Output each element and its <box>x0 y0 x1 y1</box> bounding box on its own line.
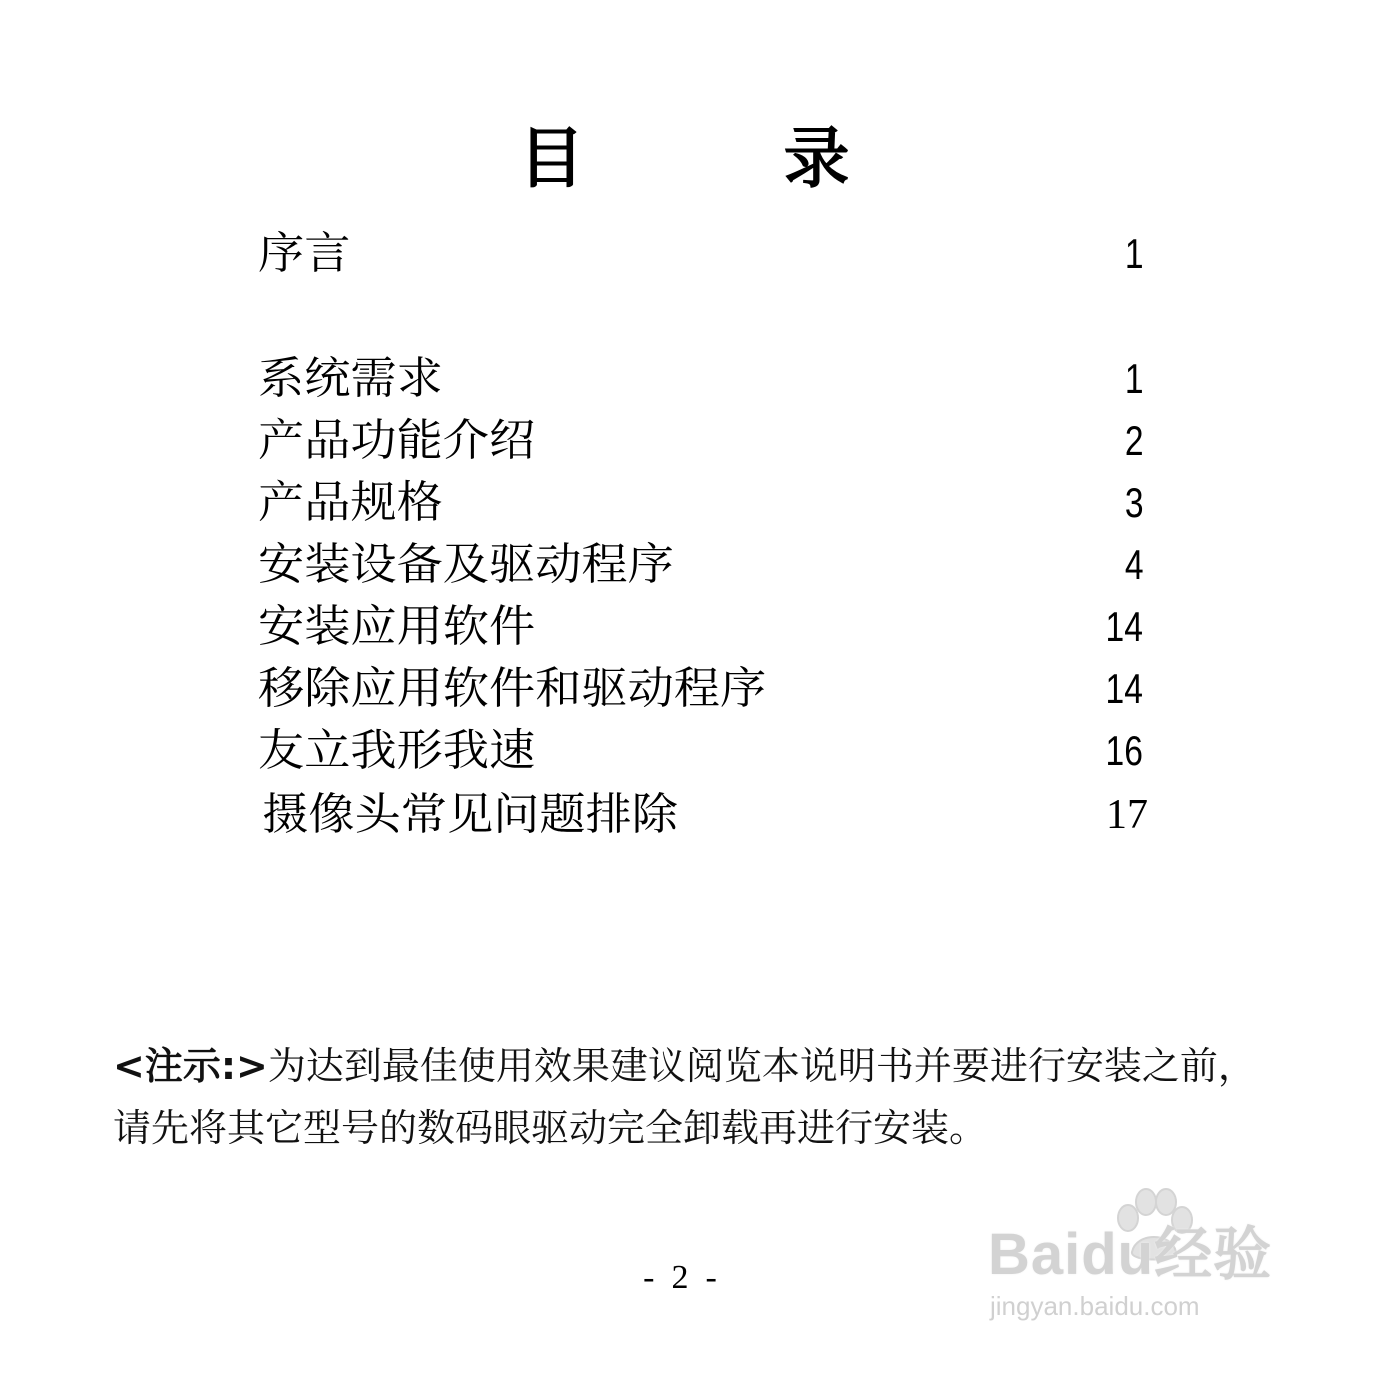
page-number: - 2 - <box>643 1259 717 1296</box>
toc-entry-title: 产品规格 <box>258 477 443 528</box>
baidu-watermark <box>988 1188 1318 1338</box>
toc-entry[interactable] <box>258 536 1148 594</box>
toc-entry-page: 14 <box>1105 665 1144 712</box>
toc-entry-page: 14 <box>1105 603 1144 650</box>
toc-entry-page: 16 <box>1105 727 1144 774</box>
toc-entry-title: 安装设备及驱动程序 <box>258 539 674 590</box>
toc-entry[interactable] <box>258 786 1148 844</box>
toc-entry[interactable] <box>258 660 1148 718</box>
toc-entry-title: 安装应用软件 <box>258 601 536 652</box>
toc-entry[interactable] <box>258 722 1148 780</box>
toc-entry[interactable] <box>258 412 1148 470</box>
watermark-url: jingyan.baidu.com <box>990 1291 1200 1321</box>
toc-entry-title: 产品功能介绍 <box>258 415 536 466</box>
toc-entry-title: 移除应用软件和驱动程序 <box>258 663 767 714</box>
toc-entry-page: 4 <box>1124 541 1144 588</box>
toc-entry[interactable] <box>258 598 1148 656</box>
toc-entry-title: 摄像头常见问题排除 <box>262 789 678 840</box>
toc-entry-page: 1 <box>1124 355 1144 402</box>
toc-entry[interactable] <box>258 350 1148 408</box>
toc-entry-page: 3 <box>1124 479 1144 526</box>
toc-entry-title: 序言 <box>258 228 351 279</box>
toc-entry[interactable] <box>258 225 1148 283</box>
page-title: 目 录 <box>518 119 938 197</box>
toc-entry-page: 2 <box>1124 417 1144 464</box>
toc-entry-page: 17 <box>1106 792 1148 838</box>
install-note <box>113 1035 1263 1159</box>
toc-entry-title: 系统需求 <box>258 353 443 404</box>
toc-entry[interactable] <box>258 474 1148 532</box>
note-prefix: <注示:> <box>113 1044 268 1088</box>
toc-entry-title: 友立我形我速 <box>258 725 536 776</box>
note-text: 为达到最佳使用效果建议阅览本说明书并要进行安装之前，请先将其它型号的数码眼驱动完全卸载再进行安装。 <box>113 1044 1256 1150</box>
watermark-brand: Baidu经验 <box>988 1222 1273 1287</box>
toc-entry-page: 1 <box>1124 230 1144 277</box>
